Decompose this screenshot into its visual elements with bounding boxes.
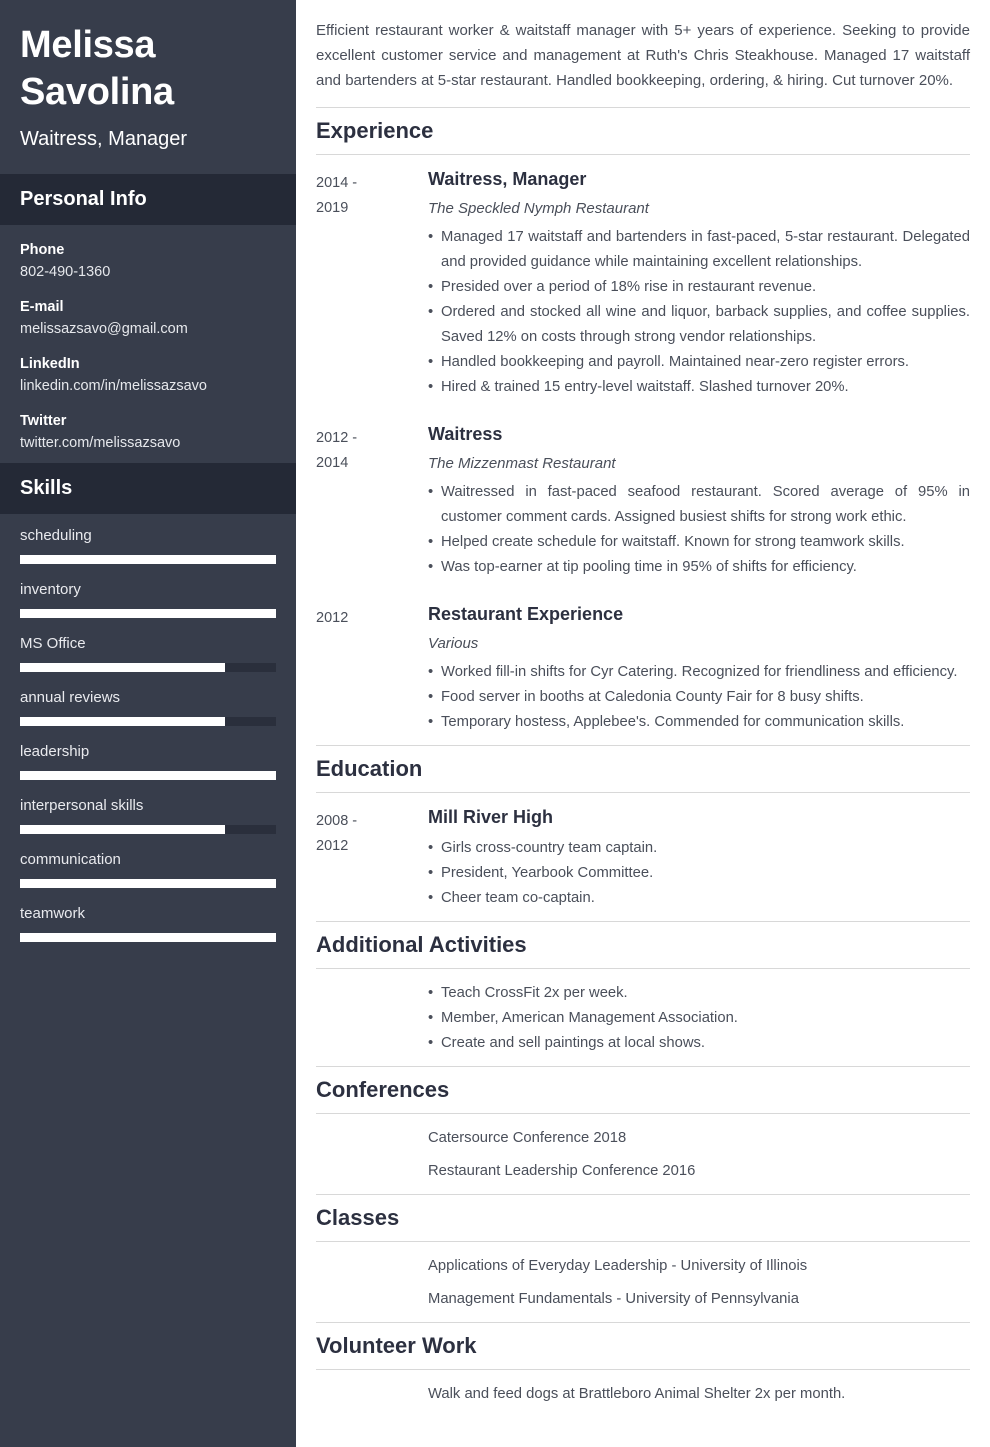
entry-bullet: • Handled bookkeeping and payroll. Maintained near-zero register errors.: [428, 350, 970, 375]
skill-level-bar: [20, 609, 276, 618]
resume-entry: [316, 410, 970, 590]
skill-label: scheduling: [20, 527, 92, 544]
entry-date: [316, 167, 428, 221]
skills-heading: Skills: [0, 463, 296, 514]
entry-date-start: 2008 -: [316, 813, 358, 829]
section-title-additional-activities: Additional Activities: [316, 921, 970, 969]
skill-level-fill: [20, 717, 225, 726]
entry-bullet: • Food server in booths at Caledonia County Fair for 8 busy shifts.: [428, 685, 970, 710]
entry-bullet: • Was top-earner at tip pooling time in 95% of shifts for efficiency.: [428, 555, 970, 580]
skill-item: [20, 688, 276, 726]
entry-organization: Various: [428, 635, 479, 652]
skill-level-bar: [20, 663, 276, 672]
section-education: [316, 745, 970, 921]
contact-value[interactable]: melissazsavo@gmail.com: [20, 321, 188, 337]
entry-bullet: • Temporary hostess, Applebee's. Commended for communication skills.: [428, 710, 970, 735]
entry-bullet: • Ordered and stocked all wine and liquor, barback supplies, and coffee supplies. Saved 12% on costs through strong vendor relationships.: [428, 300, 970, 350]
skill-level-fill: [20, 825, 225, 834]
entry-body: [428, 981, 970, 1056]
main-content: [296, 0, 990, 1447]
personal-info-list: [0, 225, 296, 463]
volunteer-entries: [316, 1370, 970, 1417]
skill-label: annual reviews: [20, 689, 121, 706]
skill-level-fill: [20, 933, 276, 942]
skill-item: [20, 580, 276, 618]
contact-item: [20, 241, 276, 282]
classes-entries: [316, 1242, 970, 1322]
section-volunteer-work: [316, 1322, 970, 1417]
entry-bullet-list: [428, 981, 970, 1056]
entry-bullet: • Waitressed in fast-paced seafood restaurant. Scored average of 95% in customer comment cards. Assigned busiest shifts for strong work ethic.: [428, 480, 970, 530]
entry-bullet: • Teach CrossFit 2x per week.: [428, 981, 970, 1006]
contact-item: [20, 355, 276, 396]
entry-bullet: • President, Yearbook Committee.: [428, 861, 970, 886]
contact-label: Twitter: [20, 413, 67, 429]
skill-label: teamwork: [20, 905, 86, 922]
skill-level-bar: [20, 555, 276, 564]
resume-entry: [316, 969, 970, 1066]
skill-level-bar: [20, 933, 276, 942]
entry-line: Walk and feed dogs at Brattleboro Animal Shelter 2x per month.: [428, 1386, 846, 1402]
entry-line: Catersource Conference 2018: [428, 1130, 627, 1146]
entry-date: [316, 805, 428, 859]
entry-line: Management Fundamentals - University of Pennsylvania: [428, 1291, 799, 1307]
skill-item: [20, 850, 276, 888]
skill-level-fill: [20, 609, 276, 618]
entry-bullet: • Presided over a period of 18% rise in restaurant revenue.: [428, 275, 970, 300]
conferences-entries: [316, 1114, 970, 1194]
skill-level-bar: [20, 717, 276, 726]
section-experience: [316, 107, 970, 745]
entry-date-start: 2012 -: [316, 430, 358, 446]
contact-value[interactable]: linkedin.com/in/melissazsavo: [20, 378, 207, 394]
entry-bullet: • Cheer team co-captain.: [428, 886, 970, 911]
entry-bullet-list: [428, 660, 970, 735]
resume-entry: [316, 1370, 970, 1417]
entry-bullet: • Managed 17 waitstaff and bartenders in fast-paced, 5-star restaurant. Delegated and provided guidance while maintaining excellent relationships.: [428, 225, 970, 275]
skill-label: communication: [20, 851, 121, 868]
contact-label: LinkedIn: [20, 356, 80, 372]
contact-item: [20, 298, 276, 339]
entry-body: [428, 1126, 970, 1184]
entry-date: [316, 1126, 428, 1130]
entry-role-title: Restaurant Experience: [428, 604, 624, 624]
entry-role-title: Waitress: [428, 424, 503, 444]
skill-label: leadership: [20, 743, 90, 760]
resume-entry: [316, 1114, 970, 1194]
entry-role-title: Waitress, Manager: [428, 169, 587, 189]
skill-level-bar: [20, 771, 276, 780]
skill-level-fill: [20, 771, 276, 780]
entry-date-end: 2012: [316, 838, 349, 854]
entry-date: [316, 1382, 428, 1386]
entry-bullet: • Helped create schedule for waitstaff. Known for strong teamwork skills.: [428, 530, 970, 555]
identity-block: [0, 0, 296, 174]
entry-body: [428, 422, 970, 580]
skill-item: [20, 904, 276, 942]
sidebar: [0, 0, 296, 1447]
entry-bullet: • Girls cross-country team captain.: [428, 836, 970, 861]
entry-bullet: • Hired & trained 15 entry-level waitstaff. Slashed turnover 20%.: [428, 375, 970, 400]
section-title-classes: Classes: [316, 1194, 970, 1242]
section-classes: [316, 1194, 970, 1322]
contact-label: Phone: [20, 242, 65, 258]
entry-bullet: • Member, American Management Association.: [428, 1006, 970, 1031]
entry-role-title: Mill River High: [428, 807, 554, 827]
entry-date-end: 2019: [316, 200, 349, 216]
contact-value[interactable]: twitter.com/melissazsavo: [20, 435, 181, 451]
entry-body: [428, 602, 970, 735]
skill-level-fill: [20, 555, 276, 564]
entry-date: [316, 1254, 428, 1258]
resume-entry: [316, 590, 970, 745]
section-title-volunteer-work: Volunteer Work: [316, 1322, 970, 1370]
entry-date-start: 2014 -: [316, 175, 358, 191]
skill-label: interpersonal skills: [20, 797, 144, 814]
candidate-job-title: Waitress, Manager: [20, 128, 188, 150]
section-additional-activities: [316, 921, 970, 1066]
entry-organization: The Mizzenmast Restaurant: [428, 455, 616, 472]
resume-entry: [316, 155, 970, 410]
section-title-experience: Experience: [316, 107, 970, 155]
additional-activities-entries: [316, 969, 970, 1066]
resume-entry: [316, 793, 970, 921]
entry-organization: The Speckled Nymph Restaurant: [428, 200, 649, 217]
personal-info-heading: Personal Info: [0, 174, 296, 225]
entry-line: Applications of Everyday Leadership - University of Illinois: [428, 1258, 808, 1274]
skill-item: [20, 796, 276, 834]
skill-level-bar: [20, 879, 276, 888]
entry-body: [428, 805, 970, 911]
entry-bullet-list: [428, 225, 970, 400]
skill-label: MS Office: [20, 635, 86, 652]
entry-bullet: • Worked fill-in shifts for Cyr Catering. Recognized for friendliness and efficiency.: [428, 660, 970, 685]
skill-item: [20, 634, 276, 672]
entry-bullet-list: [428, 836, 970, 911]
entry-bullet: • Create and sell paintings at local shows.: [428, 1031, 970, 1056]
entry-date: 2012: [316, 610, 349, 626]
skills-list: [0, 514, 296, 952]
entry-body: [428, 1382, 970, 1407]
skill-level-fill: [20, 879, 276, 888]
skill-item: [20, 742, 276, 780]
education-entries: [316, 793, 970, 921]
contact-value[interactable]: 802-490-1360: [20, 264, 111, 280]
skill-item: [20, 526, 276, 564]
contact-item: [20, 412, 276, 453]
skill-label: inventory: [20, 581, 81, 598]
contact-label: E-mail: [20, 299, 64, 315]
section-title-education: Education: [316, 745, 970, 793]
section-conferences: [316, 1066, 970, 1194]
entry-line: Restaurant Leadership Conference 2016: [428, 1163, 696, 1179]
professional-summary: Efficient restaurant worker & waitstaff manager with 5+ years of experience. Seeking to provide excellent customer service and management at Ruth's Chris Steakhouse. Managed 17 waitstaff and bartenders at 5-star restaurant. Handled bookkeeping, ordering, & hiring. Cut turnover 20%.: [316, 22, 970, 89]
experience-entries: [316, 155, 970, 745]
entry-date: [316, 981, 428, 985]
candidate-name: Melissa Savolina: [20, 24, 174, 113]
entry-body: [428, 167, 970, 400]
section-title-conferences: Conferences: [316, 1066, 970, 1114]
skill-level-fill: [20, 663, 225, 672]
entry-body: [428, 1254, 970, 1312]
skill-level-bar: [20, 825, 276, 834]
resume-entry: [316, 1242, 970, 1322]
entry-date-end: 2014: [316, 455, 349, 471]
entry-bullet-list: [428, 480, 970, 580]
entry-date: [316, 422, 428, 476]
